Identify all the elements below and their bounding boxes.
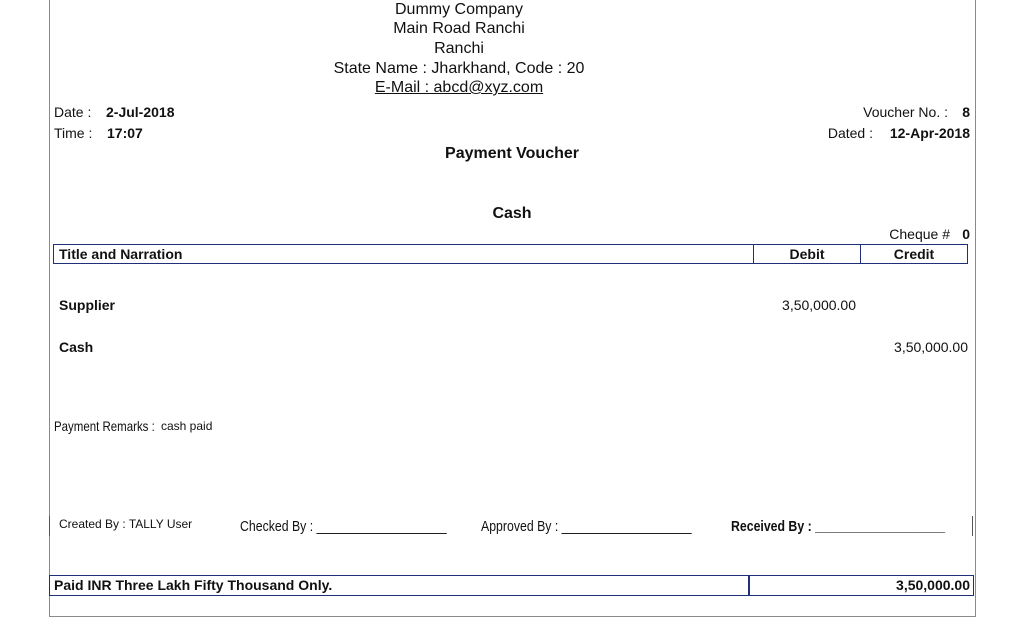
received-by-text: Received By : ___________________	[731, 518, 946, 535]
row-title: Supplier	[59, 297, 116, 313]
row-credit: 3,50,000.00	[894, 339, 968, 355]
company-state: State Name : Jharkhand, Code : 20	[333, 60, 585, 77]
checked-by	[240, 518, 492, 535]
dated-value: 12-Apr-2018	[889, 125, 970, 141]
time-value: 17:07	[107, 125, 143, 141]
header-credit: Credit	[893, 246, 935, 262]
row-title: Cash	[59, 339, 94, 355]
company-name: Dummy Company	[394, 1, 524, 18]
received-by	[731, 518, 992, 535]
row-debit: 3,50,000.00	[782, 297, 856, 313]
total-amount: 3,50,000.00	[896, 577, 970, 593]
voucher-account: Cash	[492, 205, 532, 222]
company-address-line1: Main Road Ranchi	[393, 20, 525, 37]
header-narration: Title and Narration	[59, 246, 183, 262]
voucher-no-label: Voucher No. :	[863, 104, 948, 120]
date-label: Date :	[54, 104, 92, 120]
remarks-value: cash paid	[161, 419, 213, 433]
approved-by-text: Approved By : ___________________	[481, 518, 692, 535]
header-debit: Debit	[789, 246, 825, 262]
approved-by	[481, 518, 738, 535]
signature-divider	[49, 516, 51, 536]
cheque-label: Cheque #	[889, 226, 950, 242]
company-address-line2: Ranchi	[434, 40, 484, 57]
remarks-label-text: Payment Remarks :	[54, 418, 155, 434]
date-value: 2-Jul-2018	[106, 104, 175, 120]
amount-in-words: Paid INR Three Lakh Fifty Thousand Only.	[54, 577, 333, 593]
cheque-value: 0	[962, 226, 970, 242]
voucher-title: Payment Voucher	[445, 145, 579, 162]
remarks-label	[54, 418, 177, 434]
company-email-text: E-Mail : abcd@xyz.com	[374, 79, 544, 96]
dated-label: Dated :	[827, 125, 873, 141]
time-label: Time :	[54, 125, 93, 141]
total-box	[749, 575, 974, 596]
created-by: Created By : TALLY User	[59, 517, 193, 531]
table-header	[53, 244, 968, 264]
amount-in-words-box	[49, 575, 749, 596]
company-email	[300, 79, 618, 97]
checked-by-text: Checked By : ___________________	[240, 518, 447, 535]
voucher-no-value: 8	[962, 104, 970, 120]
